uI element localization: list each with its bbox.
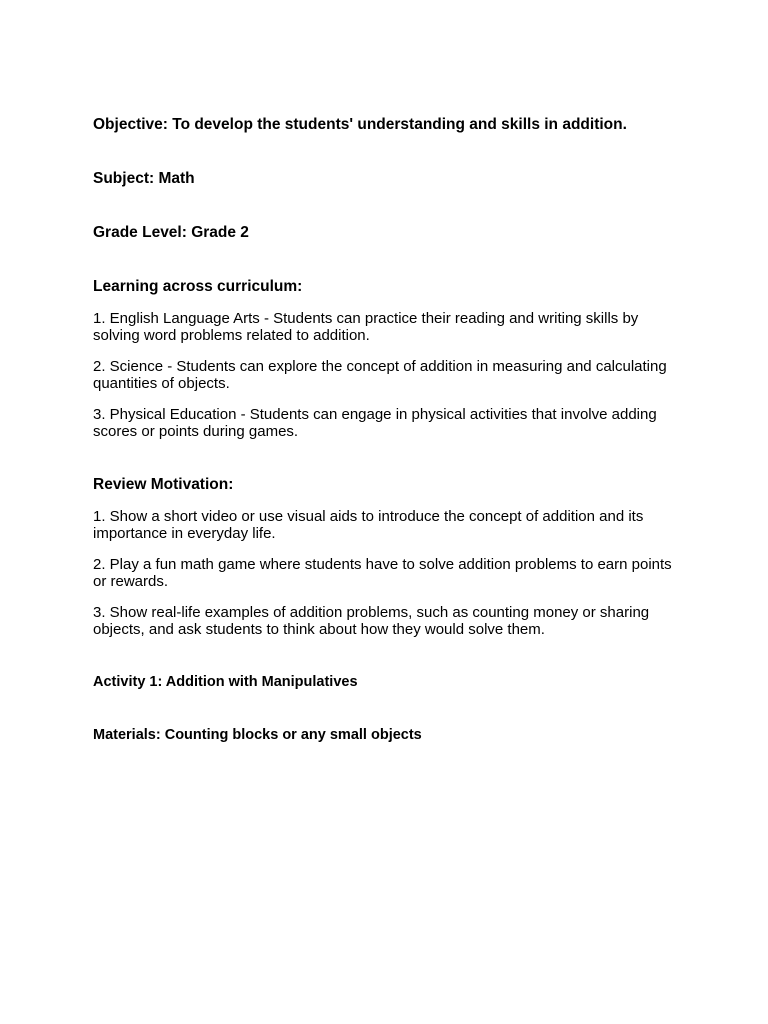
grade-level-heading: Grade Level: Grade 2	[93, 224, 249, 241]
list-item: 1. Show a short video or use visual aids to introduce the concept of addition and its importance in everyday life.	[93, 508, 644, 542]
document-content	[93, 116, 683, 744]
review-motivation-list	[93, 508, 683, 638]
subject-heading: Subject: Math	[93, 170, 195, 187]
learning-across-curriculum-heading: Learning across curriculum:	[93, 278, 303, 295]
list-item: 1. English Language Arts - Students can practice their reading and writing skills by solving word problems related to addition.	[93, 310, 639, 344]
learning-across-curriculum-section	[93, 278, 683, 440]
activity-heading: Activity 1: Addition with Manipulatives	[93, 674, 358, 690]
review-motivation-heading: Review Motivation:	[93, 476, 234, 493]
objective-heading: Objective: To develop the students' understanding and skills in addition.	[93, 116, 627, 133]
learning-across-curriculum-list	[93, 310, 683, 440]
review-motivation-section	[93, 476, 683, 638]
materials-heading: Materials: Counting blocks or any small objects	[93, 727, 422, 743]
list-item: 2. Play a fun math game where students have to solve addition problems to earn points or rewards.	[93, 556, 672, 590]
list-item: 2. Science - Students can explore the concept of addition in measuring and calculating quantities of objects.	[93, 358, 667, 392]
list-item: 3. Show real-life examples of addition problems, such as counting money or sharing objects, and ask students to think about how they would solve them.	[93, 604, 650, 638]
list-item: 3. Physical Education - Students can engage in physical activities that involve adding scores or points during games.	[93, 406, 657, 440]
